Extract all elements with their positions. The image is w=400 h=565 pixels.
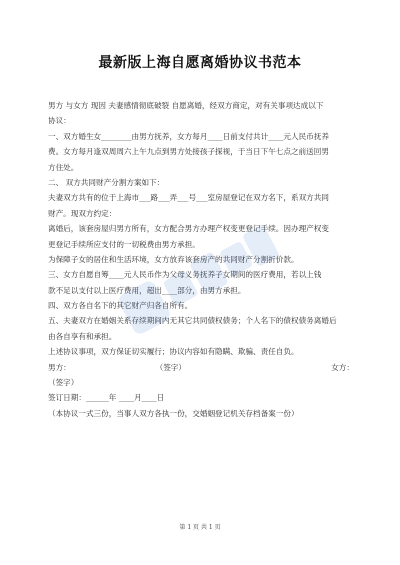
signature-row — [48, 360, 354, 375]
document-body — [48, 98, 354, 421]
body-line: 更登记手续所应支付的一切税费由男方承担。 — [48, 239, 200, 249]
body-line: 为保障子女的居住和生活环境，女方放弃该套房产的共同财产分割折价款。 — [48, 254, 299, 264]
male-label: 男方： — [48, 362, 71, 372]
body-line: 由各自享有和承担。 — [48, 331, 117, 341]
male-signature — [48, 360, 186, 375]
body-line: 财产。现双方约定： — [48, 208, 117, 218]
sign-date: 签订日期：______年 ____月____日 — [48, 393, 165, 403]
body-line: 协议： — [48, 116, 71, 126]
body-line: 男方 与女方 现因 夫妻感情彻底破裂 自愿离婚，经双方商定，对有关事项达成以下 — [48, 101, 324, 110]
document-title: 最新版上海自愿离婚协议书范本 — [98, 55, 302, 71]
body-line: 五、夫妻双方在婚姻关系存续期间内无其它共同债权债务；个人名下的债权债务离婚后 — [48, 316, 337, 326]
body-line: 三、女方自愿自筹____元人民币作为父母义务抚养子女期间的医疗费用，若以上钱 — [48, 270, 322, 280]
body-line: 四、双方各自名下的其它财产归各自所有。 — [48, 301, 193, 311]
body-line: 方住处。 — [48, 162, 79, 172]
body-line: 上述协议事项，双方保证切实履行；协议内容如有隐瞒、欺骗、责任自负。 — [48, 347, 299, 357]
body-line: 离婚后，该套房屋归男方所有，女方配合男方办理产权变更登记手续。因办理产权变 — [48, 224, 329, 234]
male-signature-hint: （签字） — [155, 362, 186, 372]
body-line: 一、双方婚生女________由男方抚养，女方每月____日前支付共计____元人民币抚养 — [48, 131, 329, 141]
body-line: 费。女方每月逢双周周六上午九点到男方处接孩子探视，于当日下午七点之前送回男 — [48, 147, 329, 157]
female-label: 女方： — [331, 362, 354, 372]
page-footer: 第 1 页 共 1 页 — [179, 524, 221, 531]
female-signature-hint: （签字） — [48, 378, 79, 388]
body-line: 二、 双方共同财产分割方案如下： — [48, 177, 165, 187]
body-line: 款不足以支付以上医疗费用，超出____部分，由男方承担。 — [48, 285, 246, 295]
copies-note: （本协议一式三份，当事人双方各执一份，交婚姻登记机关存档备案一份） — [48, 408, 299, 418]
body-line: 夫妻双方共有的位于上海市___路___弄___号___室房屋登记在双方名下，系双方共同 — [48, 193, 329, 203]
